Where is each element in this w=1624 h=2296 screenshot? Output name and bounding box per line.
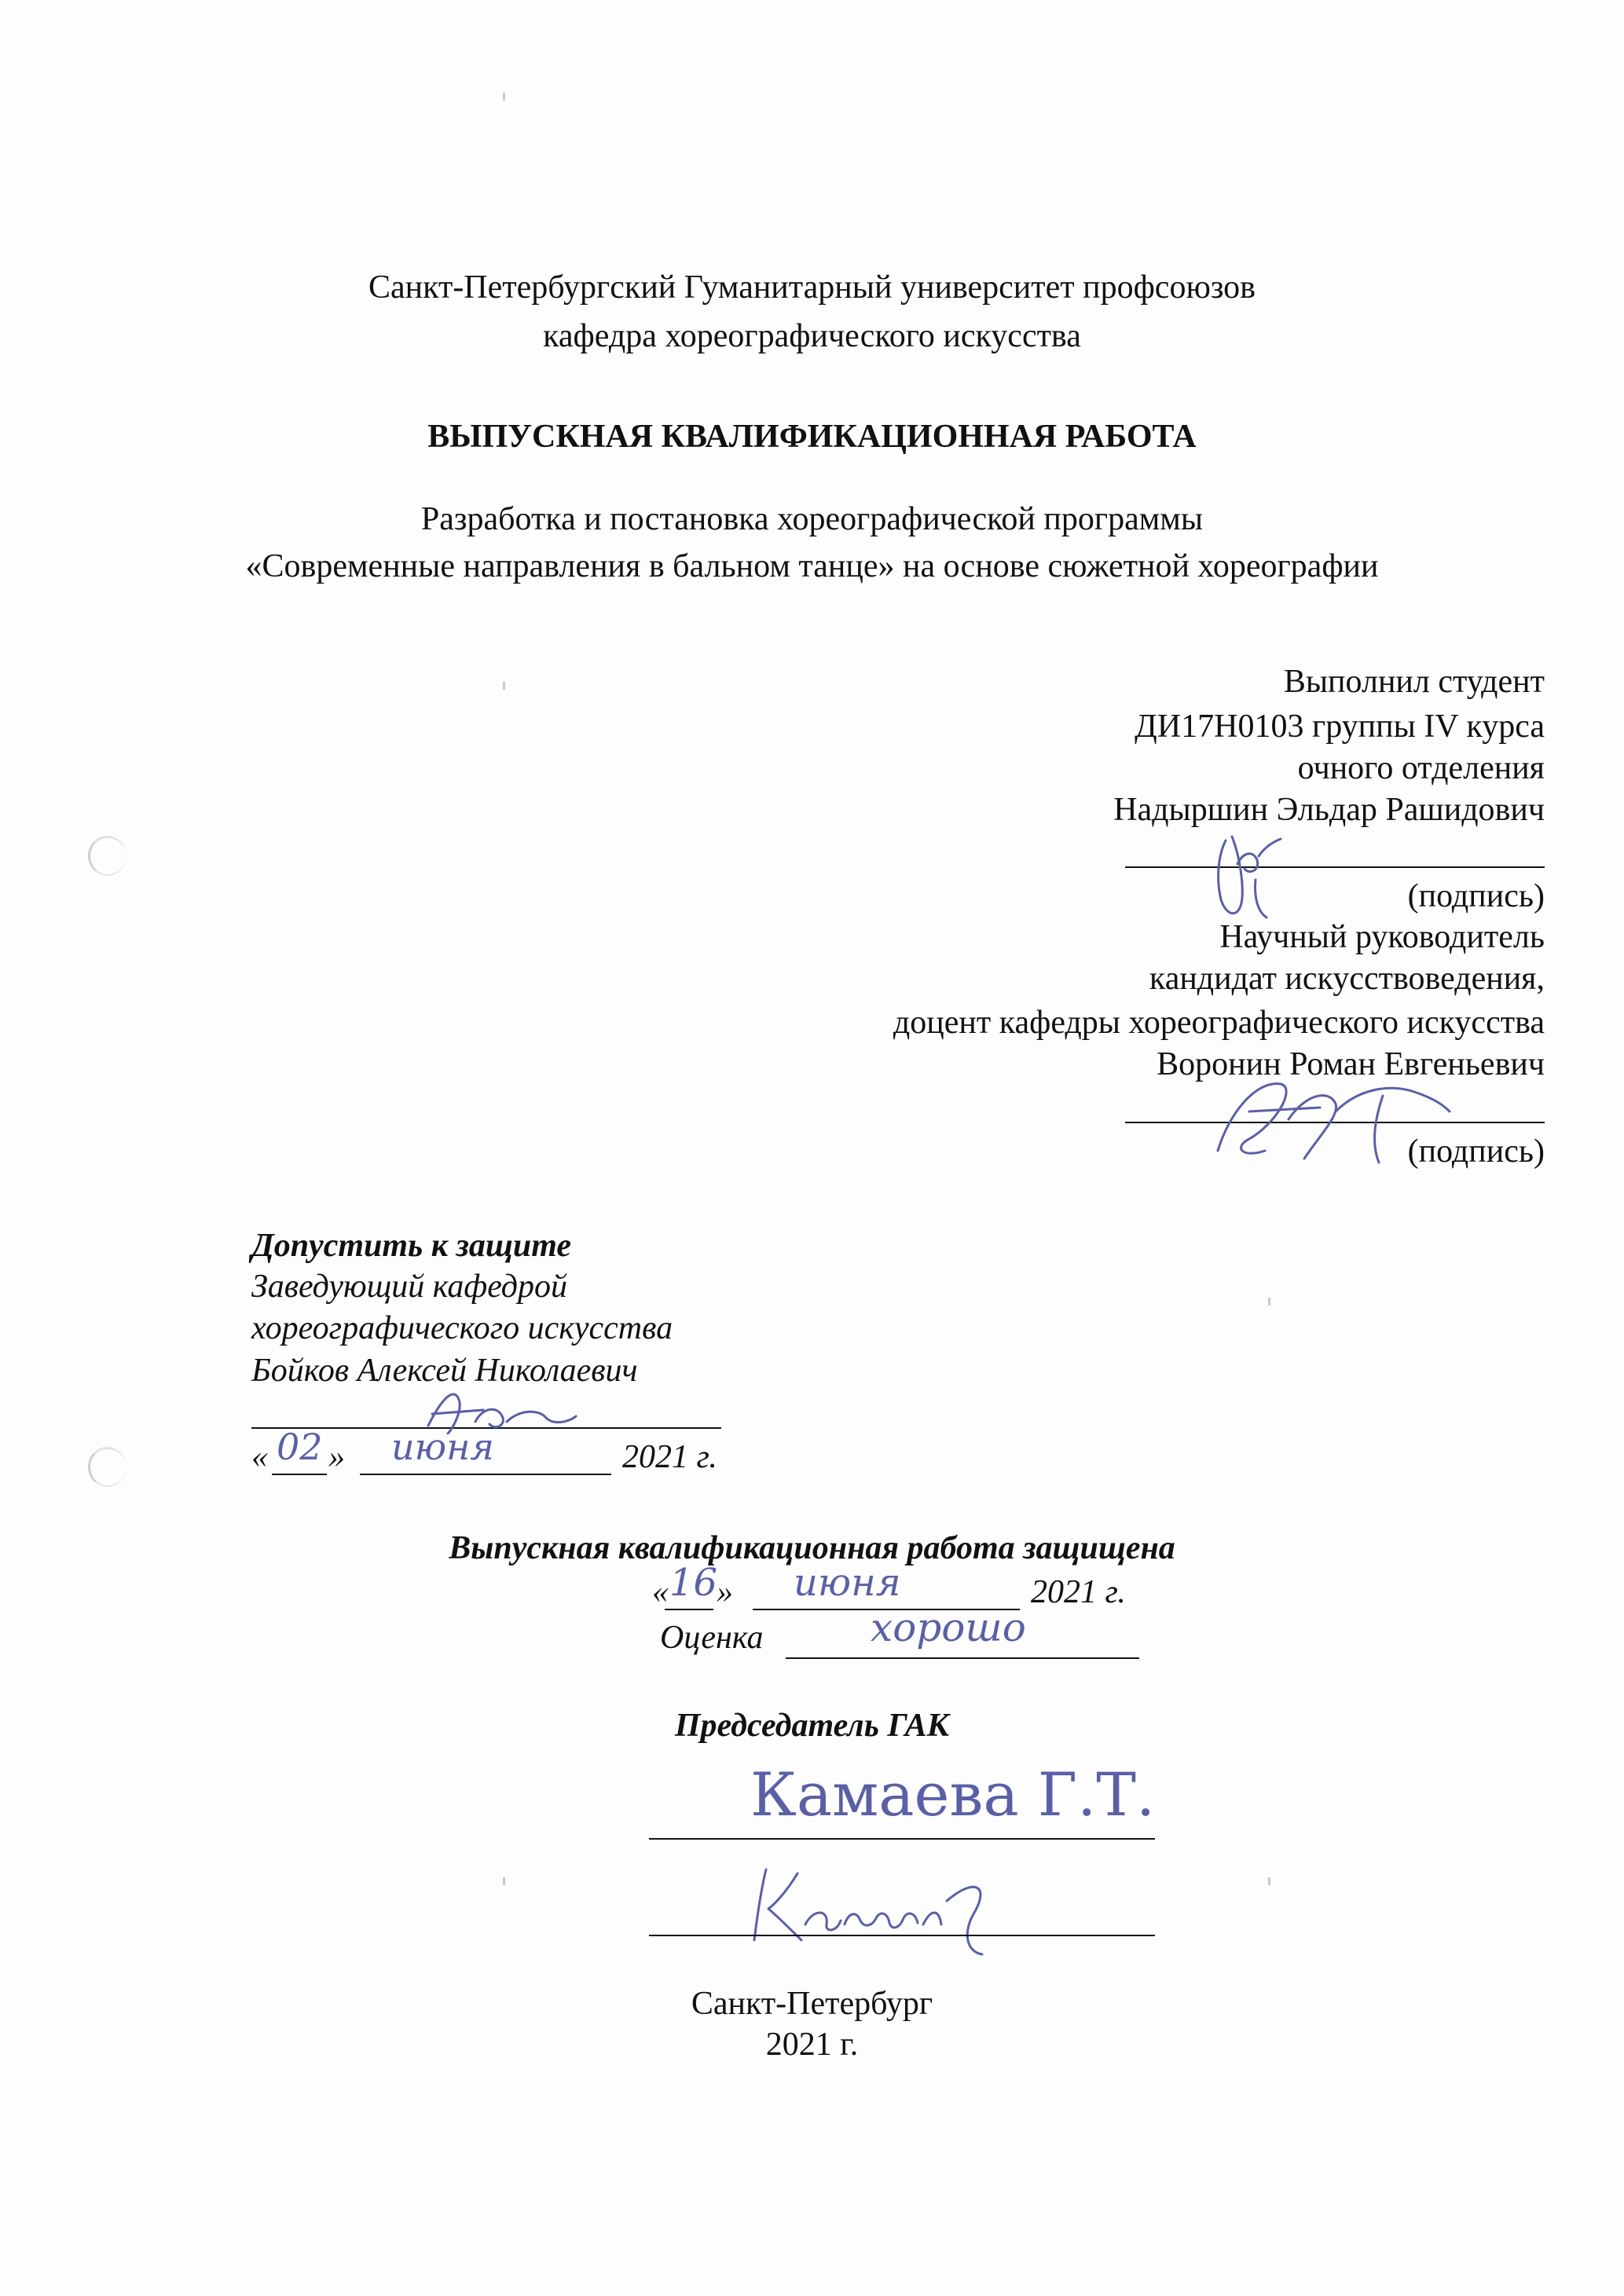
footer-city: Санкт-Петербург xyxy=(691,1986,933,2022)
student-group: ДИ17Н0103 группы IV курса xyxy=(1135,709,1545,745)
admission-title: Допустить к защите xyxy=(251,1228,571,1264)
topic-line-2: «Современные направления в бальном танце» на основе сюжетной хореографии xyxy=(245,548,1379,584)
punch-hole-mark xyxy=(88,1447,126,1487)
punch-hole-mark xyxy=(88,836,126,876)
supervisor-name: Воронин Роман Евгеньевич xyxy=(1157,1046,1545,1082)
defense-day-line xyxy=(665,1609,713,1610)
admission-month-line xyxy=(360,1474,611,1475)
grade-label: Оценка xyxy=(660,1620,764,1656)
student-study-form: очного отделения xyxy=(1297,750,1545,786)
document-type-heading: ВЫПУСКНАЯ КВАЛИФИКАЦИОННАЯ РАБОТА xyxy=(427,419,1197,455)
defense-date-open-quote: « xyxy=(652,1574,669,1610)
admission-date-close-quote: » xyxy=(328,1439,345,1475)
department-head-title-2: хореографического искусства xyxy=(251,1310,673,1346)
supervisor-signature-caption: (подпись) xyxy=(1407,1133,1545,1170)
defense-month: июня xyxy=(794,1561,901,1605)
scan-speck xyxy=(503,93,505,101)
department-head-title-1: Заведующий кафедрой xyxy=(251,1269,568,1305)
commission-member-line xyxy=(649,1838,1155,1840)
commission-member-name: Камаева Г.Т. xyxy=(750,1760,1156,1829)
student-signature xyxy=(1194,825,1296,927)
scan-speck xyxy=(503,682,505,690)
defense-date-close-quote: » xyxy=(717,1574,733,1610)
student-name: Надыршин Эльдар Рашидович xyxy=(1113,792,1545,828)
admission-day: 02 xyxy=(277,1426,323,1468)
department-name: кафедра хореографического искусства xyxy=(543,318,1081,354)
commission-chair-title: Председатель ГАК xyxy=(674,1708,950,1744)
commission-chair-signature xyxy=(739,1854,1037,1956)
supervisor-position: доцент кафедры хореографического искусства xyxy=(893,1005,1545,1041)
admission-day-line xyxy=(272,1474,327,1475)
grade-line xyxy=(786,1657,1139,1659)
admission-date-open-quote: « xyxy=(251,1439,268,1475)
university-name: Санкт-Петербургский Гуманитарный университет профсоюзов xyxy=(368,269,1256,306)
scan-speck xyxy=(1268,1298,1270,1305)
defense-title: Выпускная квалификационная работа защищена xyxy=(449,1530,1175,1566)
commission-signature-line xyxy=(649,1935,1155,1936)
supervisor-degree: кандидат искусствоведения, xyxy=(1149,961,1545,997)
footer-year: 2021 г. xyxy=(765,2027,859,2063)
student-signature-caption: (подпись) xyxy=(1407,878,1545,914)
student-signature-line xyxy=(1125,866,1545,868)
topic-line-1: Разработка и постановка хореографической программы xyxy=(420,501,1204,537)
student-role: Выполнил студент xyxy=(1283,664,1545,700)
scan-speck xyxy=(503,1877,505,1885)
scan-speck xyxy=(1268,1877,1270,1885)
defense-year: 2021 г. xyxy=(1031,1574,1126,1610)
admission-year: 2021 г. xyxy=(622,1439,717,1475)
department-head-name: Бойков Алексей Николаевич xyxy=(251,1353,638,1389)
supervisor-role: Научный руководитель xyxy=(1219,919,1545,955)
admission-month: июня xyxy=(391,1426,494,1468)
grade-value: хорошо xyxy=(871,1605,1026,1650)
defense-day: 16 xyxy=(669,1561,718,1605)
